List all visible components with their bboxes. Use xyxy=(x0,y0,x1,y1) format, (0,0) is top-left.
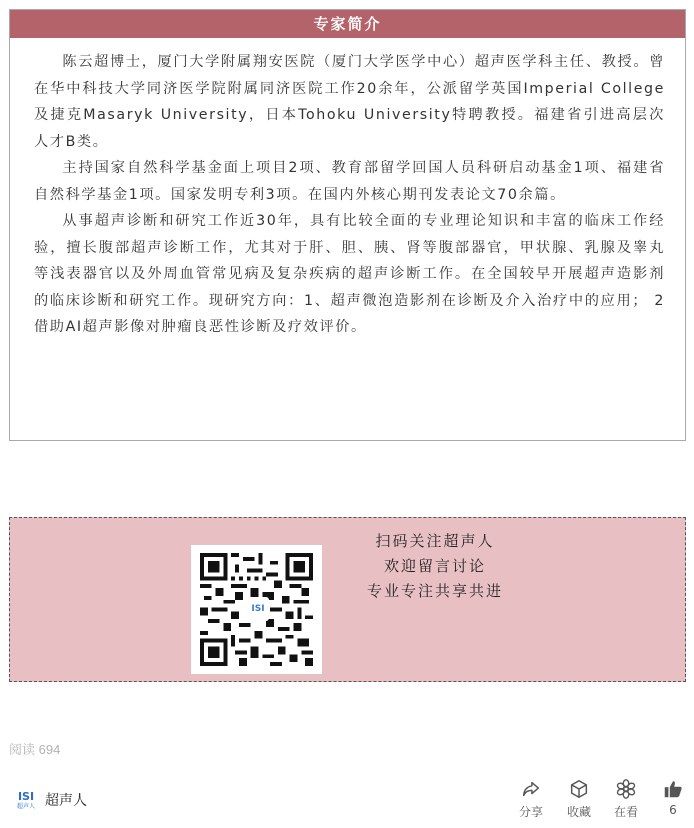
profile-paragraph-3: 从事超声诊断和研究工作近30年，具有比较全面的专业理论知识和丰富的临床工作经验，擅长腹部超声诊断工作，尤其对于肝、胆、胰、肾等腹部器官，甲状腺、乳腺及睾丸等浅表器官以及外周血管常见病及复杂疾病的超声诊断工作。在全国较早开展超声造影剂的临床诊断和研究工作。现研究方向：1、超声微泡造影剂在诊断及介入治疗中的应用； 2 借助AI超声影像对肿瘤良恶性诊断及疗效评价。 xyxy=(34,213,665,335)
favorite-label: 收藏 xyxy=(566,805,591,819)
profile-body xyxy=(10,38,685,341)
favorite-button[interactable] xyxy=(559,778,599,820)
account-name[interactable]: 超声人 xyxy=(45,793,87,809)
promo-line-3: 专业专注共享共进 xyxy=(366,582,503,600)
expert-profile-box xyxy=(9,9,686,441)
promo-line-1: 扫码关注超声人 xyxy=(375,532,495,550)
qr-center-logo-icon: ISI xyxy=(247,597,269,621)
profile-paragraph-1: 陈云超博士，厦门大学附属翔安医院（厦门大学医学中心）超声医学科主任、教授。曾在华中科技大学同济医学院附属同济医院工作20余年，公派留学英国Imperial College及捷克Masaryk University，日本Tohoku University特聘教授。福建省引进高层次人才B类。 xyxy=(34,54,665,150)
thumbs-up-icon xyxy=(662,778,684,800)
article-footer xyxy=(0,776,694,828)
share-icon xyxy=(520,778,542,800)
share-label: 分享 xyxy=(518,805,543,819)
profile-title: 专家简介 xyxy=(10,10,685,38)
watching-button[interactable] xyxy=(606,778,646,820)
account-logo-icon[interactable]: ISI 超声人 xyxy=(16,789,35,810)
share-button[interactable] xyxy=(511,778,551,820)
box-icon xyxy=(568,778,590,800)
flower-icon xyxy=(615,778,637,800)
promo-text xyxy=(335,529,535,604)
like-count: 6 xyxy=(669,803,677,817)
read-count: 阅读 694 xyxy=(9,742,61,757)
watching-label: 在看 xyxy=(613,805,638,819)
like-button[interactable] xyxy=(653,778,693,817)
promo-line-2: 欢迎留言讨论 xyxy=(383,557,486,575)
qr-code[interactable] xyxy=(191,545,322,674)
qr-promo-box xyxy=(9,517,686,682)
profile-paragraph-2: 主持国家自然科学基金面上项目2项、教育部留学回国人员科研启动基金1项、福建省自然科学基金1项。国家发明专利3项。在国内外核心期刊发表论文70余篇。 xyxy=(34,160,665,203)
